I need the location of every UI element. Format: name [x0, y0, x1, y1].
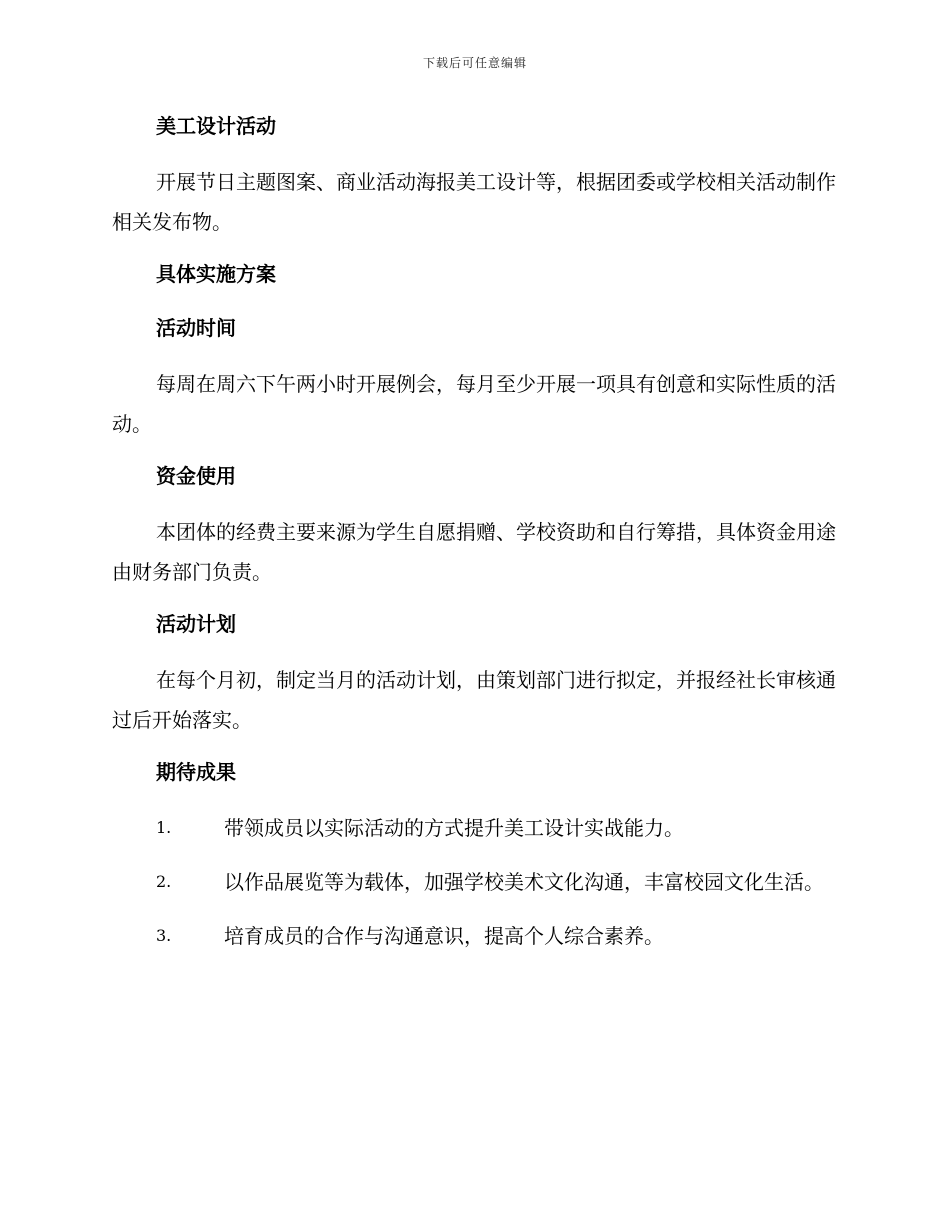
- paragraph-funds: 本团体的经费主要来源为学生自愿捐赠、学校资助和自行筹措，具体资金用途由财务部门负责。: [112, 520, 836, 584]
- section-heading-plan: 活动计划: [156, 612, 236, 636]
- document-content: [112, 108, 836, 970]
- list-number: 3.: [156, 926, 172, 945]
- list-item-result-3: [112, 916, 836, 956]
- section-heading-implementation: 具体实施方案: [156, 262, 276, 286]
- paragraph-plan: 在每个月初，制定当月的活动计划，由策划部门进行拟定，并报经社长审核通过后开始落实。: [112, 668, 836, 732]
- section-heading-time: 活动时间: [156, 316, 236, 340]
- section-heading-results: 期待成果: [156, 760, 236, 784]
- list-item-text: 培育成员的合作与沟通意识，提高个人综合素养。: [224, 924, 664, 948]
- list-number: 1.: [156, 818, 172, 837]
- paragraph-art-design: 开展节日主题图案、商业活动海报美工设计等，根据团委或学校相关活动制作相关发布物。: [112, 170, 836, 234]
- paragraph-time: 每周在周六下午两小时开展例会，每月至少开展一项具有创意和实际性质的活动。: [112, 372, 836, 436]
- section-heading-funds: 资金使用: [156, 464, 236, 488]
- list-number: 2.: [156, 872, 172, 891]
- list-item-text: 以作品展览等为载体，加强学校美术文化沟通，丰富校园文化生活。: [224, 870, 824, 894]
- section-heading-art-design: 美工设计活动: [156, 114, 276, 138]
- list-item-text: 带领成员以实际活动的方式提升美工设计实战能力。: [224, 816, 684, 840]
- header-note: 下载后可任意编辑: [422, 56, 527, 70]
- list-item-result-2: [112, 862, 836, 902]
- list-item-result-1: [112, 808, 836, 848]
